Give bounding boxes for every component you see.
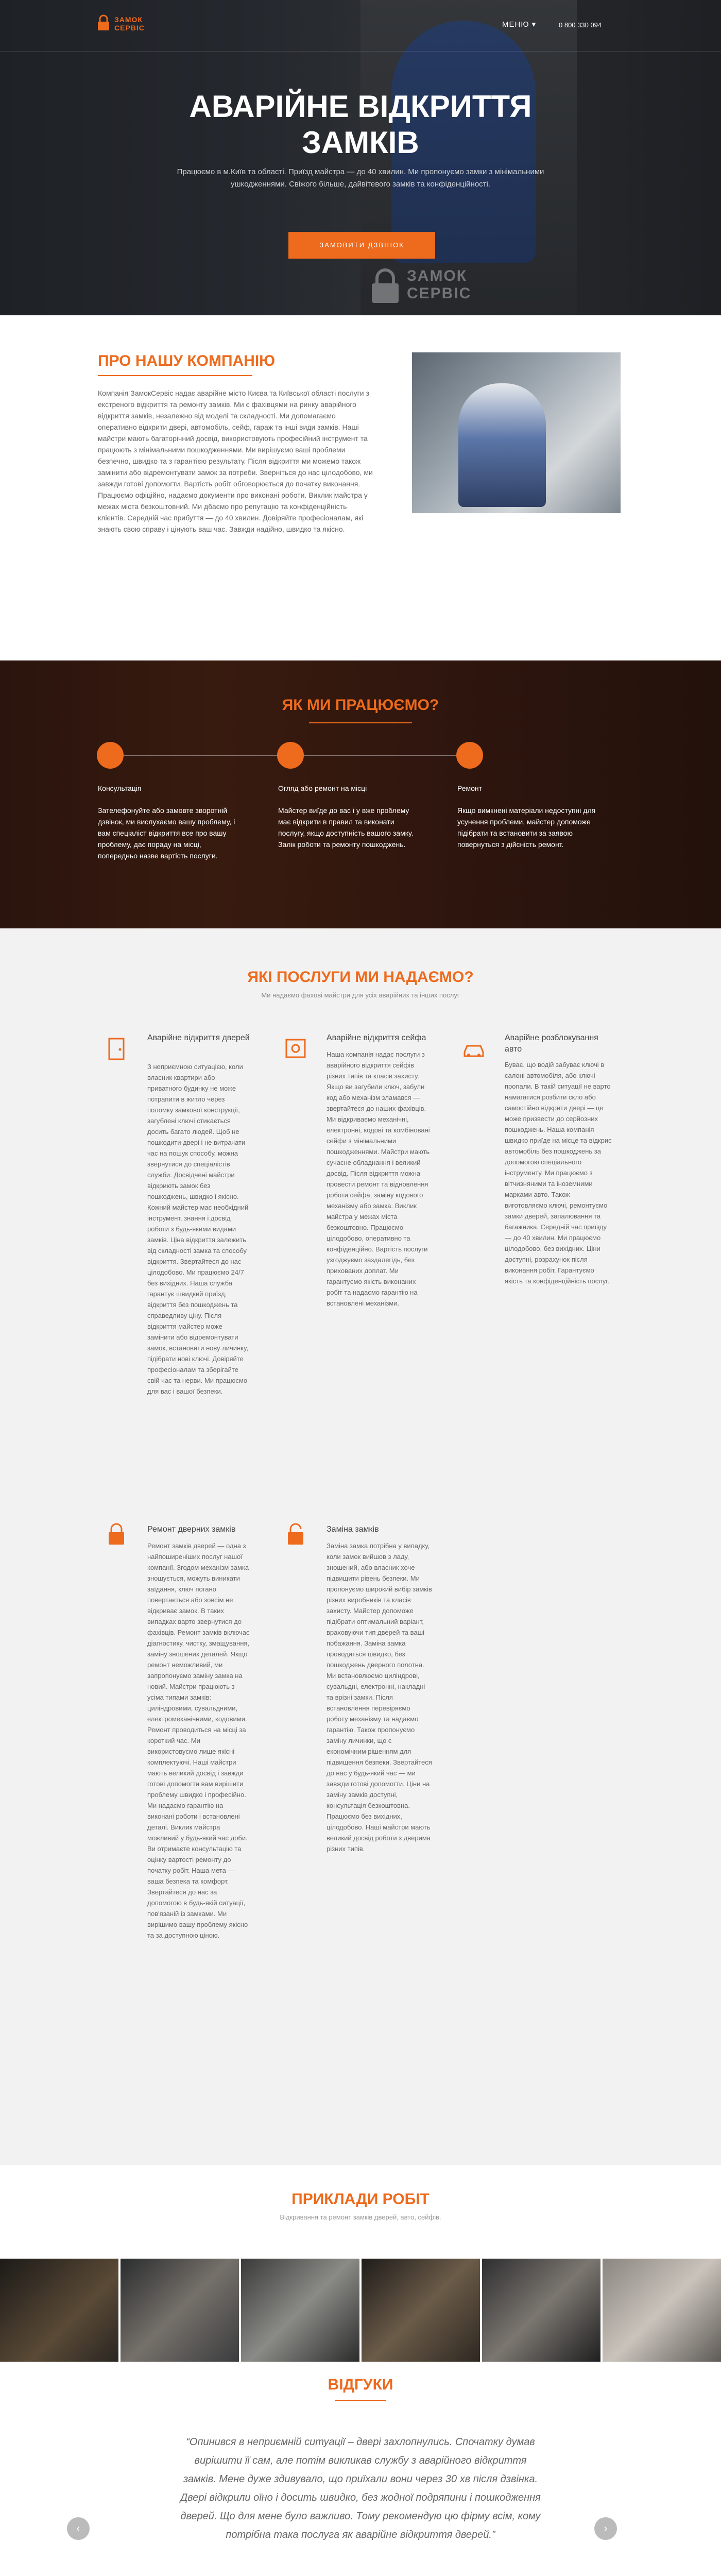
about-title: ПРО НАШУ КОМПАНІЮ [98,352,276,369]
hero-subtitle: Працюємо в м.Київ та області. Приїзд майстра — до 40 хвилин. Ми пропонуємо замки з мінімальними ушкодженнями. Свіжого більше, дайвітевого замків та конфіденційності. [177,167,544,189]
reviews-title: ВІДГУКИ [328,2376,393,2393]
how-title: ЯК МИ ПРАЦЮЄМО? [282,697,439,714]
door-icon [103,1036,130,1062]
step-2-circle [277,742,304,769]
menu-toggle[interactable] [502,20,536,29]
how-divider [309,722,412,723]
about-divider [98,375,252,376]
service-4-text: Ремонт замків дверей — одна з найпоширеніших послуг нашої компанії. Згодом механізм замка зношується, можуть виникати заїдання, ключ погано повертається або зовсім не відкриває замок. В таких випадках варто звернутися до фахівців. Ремонт замків включає діагностику, чистку, змащування, заміну зношених деталей. Якщо ремонт неможливий, ми запропонуємо заміну замка на новий. Майстри працюють з усіма типами замків: циліндровими, сувальдними, електромеханічними, кодовими. Ремонт проводиться на місці за короткий час. Ми використовуємо лише якісні комплектуючі. Наші майстри мають великий досвід і завжди готові допомогти вам вирішити проблему швидко і професійно. Ми надаємо гарантію на виконані роботи і встановлені деталі. Виклик майстра можливий у будь-який час доби. Ви отримаєте консультацію та оцінку вартості ремонту до початку робіт. Наша мета — ваша безпека та комфорт. Звертайтеся до нас за допомогою в будь-якій ситуації, пов'язаній із замками. Ми вирішимо вашу проблему якісно та за доступною ціною. [147,1542,250,1939]
step-1-circle [97,742,124,769]
service-2-text: Наша компанія надає послуги з аварійного відкриття сейфів різних типів та класів захисту. Якщо ви загубили ключ, забули код або механізм зламався — звертайтеся до наших фахівців. Ми відкриваємо механічні, електронні, кодові та комбіновані сейфи з мінімальними пошкодженнями. Майстри мають сучасне обладнання і великий досвід. Після відкриття можна провести ремонт та відновлення роботи сейфа, заміну кодового механізму або замка. Виклик майстра у межах міста безкоштовно. Працюємо цілодобово, оперативно та конфіденційно. Вартість послуги узгоджуємо заздалегідь, без прихованих доплат. Ми гарантуємо якість виконаних робіт та надаємо гарантію на встановлені механізми. [327,1050,430,1307]
watermark-lock-icon [370,268,401,304]
logo-text-line1: ЗАМОК [114,15,143,24]
chevron-right-icon: › [604,2523,608,2534]
watermark-line2: СЕРВІС [407,285,472,302]
service-1-title: Аварійне відкриття дверей [147,1033,250,1042]
gallery-image-3[interactable] [241,2259,359,2362]
service-3-text: Буває, що водій забуває ключі в салоні автомобіля, або ключі пропали. В такій ситуації не варто намагатися розбити скло або самостійно відкрити двері — це може призвести до серйозних пошкоджень. Наша компанія швидко приїде на місце та відкриє автомобіль без пошкоджень за допомогою спеціального інструменту. Ми працюємо з вітчизняними та іноземними марками авто. Також виготовляємо ключі, ремонтуємо замки дверей, запалювання та багажника. Середній час приїзду — до 40 хвилин. Ми працюємо цілодобово, без вихідних. Ціни доступні, розрахунок після виконання робіт. Гарантуємо якість та конфіденційність послуг. [505,1061,612,1285]
gallery-image-6[interactable] [603,2259,721,2362]
hero-order-call-button[interactable]: ЗАМОВИТИ ДЗВІНОК [288,232,435,259]
about-text: Компанія ЗамокСервіс надає аварійне місто Києва та Київської області послуги з екстреного відкриття та ремонту замків. Ми є фахівцями на ринку аварійного відкриття замків, незалежно від моделі та складності. Ми допомагаємо оперативно відкрити двері, автомобіль, сейф, гараж та інші види замків. Наші майстри мають багаторічний досвід, використовують професійний інструмент та працюють з мінімальними пошкодженнями. Ми вирішуємо ваші проблеми безпечно, швидко та з гарантією результату. Після відкриття ми можемо також замінити або відремонтувати замок за потреби. Зверніться до нас цілодобово, ми завжди готові допомогти. Вартість робіт обговорюється до початку виконання. Працюємо офіційно, надаємо документи про виконані роботи. Виклик майстра у межах міста безкоштовний. Ми дбаємо про репутацію та конфіденційність клієнтів. Середній час прибуття — до 40 хвилин. Довіряйте професіоналам, які знають свою справу і цінують ваш час. Завжди надійно, швидко та якісно. [98,389,373,533]
header-phone[interactable]: 0 800 330 094 [559,21,602,29]
logo[interactable] [97,13,159,34]
review-next-button[interactable] [594,2517,617,2540]
about-image [412,352,621,513]
menu-label: МЕНЮ [502,20,529,29]
step-3-title: Ремонт [457,784,483,792]
gallery-image-4[interactable] [362,2259,480,2362]
service-5-text: Заміна замка потрібна у випадку, коли замок вийшов з ладу, зношений, або власник хоче підвищити рівень безпеки. Ми пропонуємо широкий вибір замків різних виробників та класів захисту. Майстер допоможе підібрати оптимальний варіант, враховуючи тип дверей та ваші побажання. Заміна замка проводиться швидко, без пошкоджень дверного полотна. Ми встановлюємо циліндрові, сувальдні, електронні, накладні та врізні замки. Після встановлення перевіряємо роботу механізму та надаємо гарантію. Також пропонуємо заміну личинки, що є економічним рішенням для підвищення безпеки. Звертайтеся до нас у будь-який час — ми завжди готові допомогти. Ціни на заміну замків доступні, консультація безкоштовна. Працюємо без вихідних, цілодобово. Наші майстри мають великий досвід роботи з дверима різних типів. [327,1542,432,1853]
reviews-divider [335,2400,386,2401]
review-quote: “Опинився в неприємній ситуації – двері захлопнулись. Спочатку думав вирішити її сам, але потім викликав службу з аварійного відкриття замків. Мене дуже здивувало, що приїхали вони через 30 хв після дзвінка. Двері відкрили оїно і досить швидко, без жодної подряпини і пошкодження дверей. Що для мене було важливо. Тому рекомендую цю фірму всім, кому потрібна така послуга як аварійне відкриття дверей.” [180,2436,541,2540]
service-2-title: Аварійне відкриття сейфа [327,1033,426,1042]
safe-icon [282,1036,309,1062]
services-subtitle: Ми надаємо фахові майстри для усіх аварійних та інших послуг [261,991,460,999]
service-3-title: Аварійне розблокування авто [505,1033,598,1054]
gallery-image-1[interactable] [0,2259,118,2362]
service-5-title: Заміна замків [327,1525,379,1534]
hero-title: АВАРІЙНЕ ВІДКРИТТЯ ЗАМКІВ [189,89,532,160]
lock-repair-icon [103,1521,130,1548]
locksmith-figure [458,383,546,507]
logo-text-line2: СЕРВІС [114,24,145,32]
service-4-title: Ремонт дверних замків [147,1525,236,1534]
lock-icon [97,14,110,31]
services-title: ЯКІ ПОСЛУГИ МИ НАДАЄМО? [247,969,474,986]
step-1-text: Зателефонуйте або замовте зворотній дзвінок, ми вислухаємо вашу проблему, і вам спеціаліст відкриття все про вашу проблему, дає пораду на місці, попередньо назве вартість послуги. [98,806,235,860]
chevron-down-icon: ▾ [531,20,537,29]
examples-subtitle: Відкривання та ремонт замків дверей, авто, сейфів. [280,2213,441,2221]
car-icon [460,1036,487,1062]
lock-replace-icon [282,1521,309,1548]
chevron-left-icon: ‹ [76,2523,80,2534]
watermark-line1: ЗАМОК [407,267,468,284]
step-2-text: Майстер виїде до вас і у вже проблему має відкрити в правил та виконати послугу, якщо доступність вашого замку. Залік роботи та ремонту пошкоджень. [278,806,414,849]
examples-title: ПРИКЛАДИ РОБІТ [291,2191,430,2208]
gallery-image-5[interactable] [482,2259,600,2362]
step-3-text: Якщо вимкнені матеріали недоступні для усунення проблеми, майстер допоможе підібрати та встановити за заявою повернуться з дійсність ремонт. [457,806,596,849]
review-prev-button[interactable] [67,2517,90,2540]
step-2-title: Огляд або ремонт на місці [278,784,367,792]
step-1-title: Консультація [98,784,142,792]
service-1-text: З неприємною ситуацією, коли власник квартири або приватного будинку не може потрапити в житло через поломку замкової конструкції, загублені ключі стикається досить багато людей. Щоб не пошкодити двері і не витрачати час на пошук способу, можна звернутися до спеціалістів служби. Досвідчені майстри відкриють замок без пошкоджень, швидко і якісно. Кожний майстер має необхідний інструмент, знання і досвід роботи з будь-якими видами замків. Ціна відкриття залежить від складності замка та способу відкриття. Звертайтеся до нас цілодобово. Ми працюємо 24/7 без вихідних. Наша служба гарантує швидкий приїзд, відкриття без пошкоджень та справедливу ціну. Після відкриття майстер може замінити або відремонтувати замок, встановити нову личинку, підібрати нові ключі. Довіряйте професіоналам та зберігайте свій час та нерви. Ми працюємо для вас і вашої безпеки. [147,1063,249,1395]
step-3-circle [456,742,483,769]
top-bar [0,0,721,52]
gallery-image-2[interactable] [121,2259,239,2362]
